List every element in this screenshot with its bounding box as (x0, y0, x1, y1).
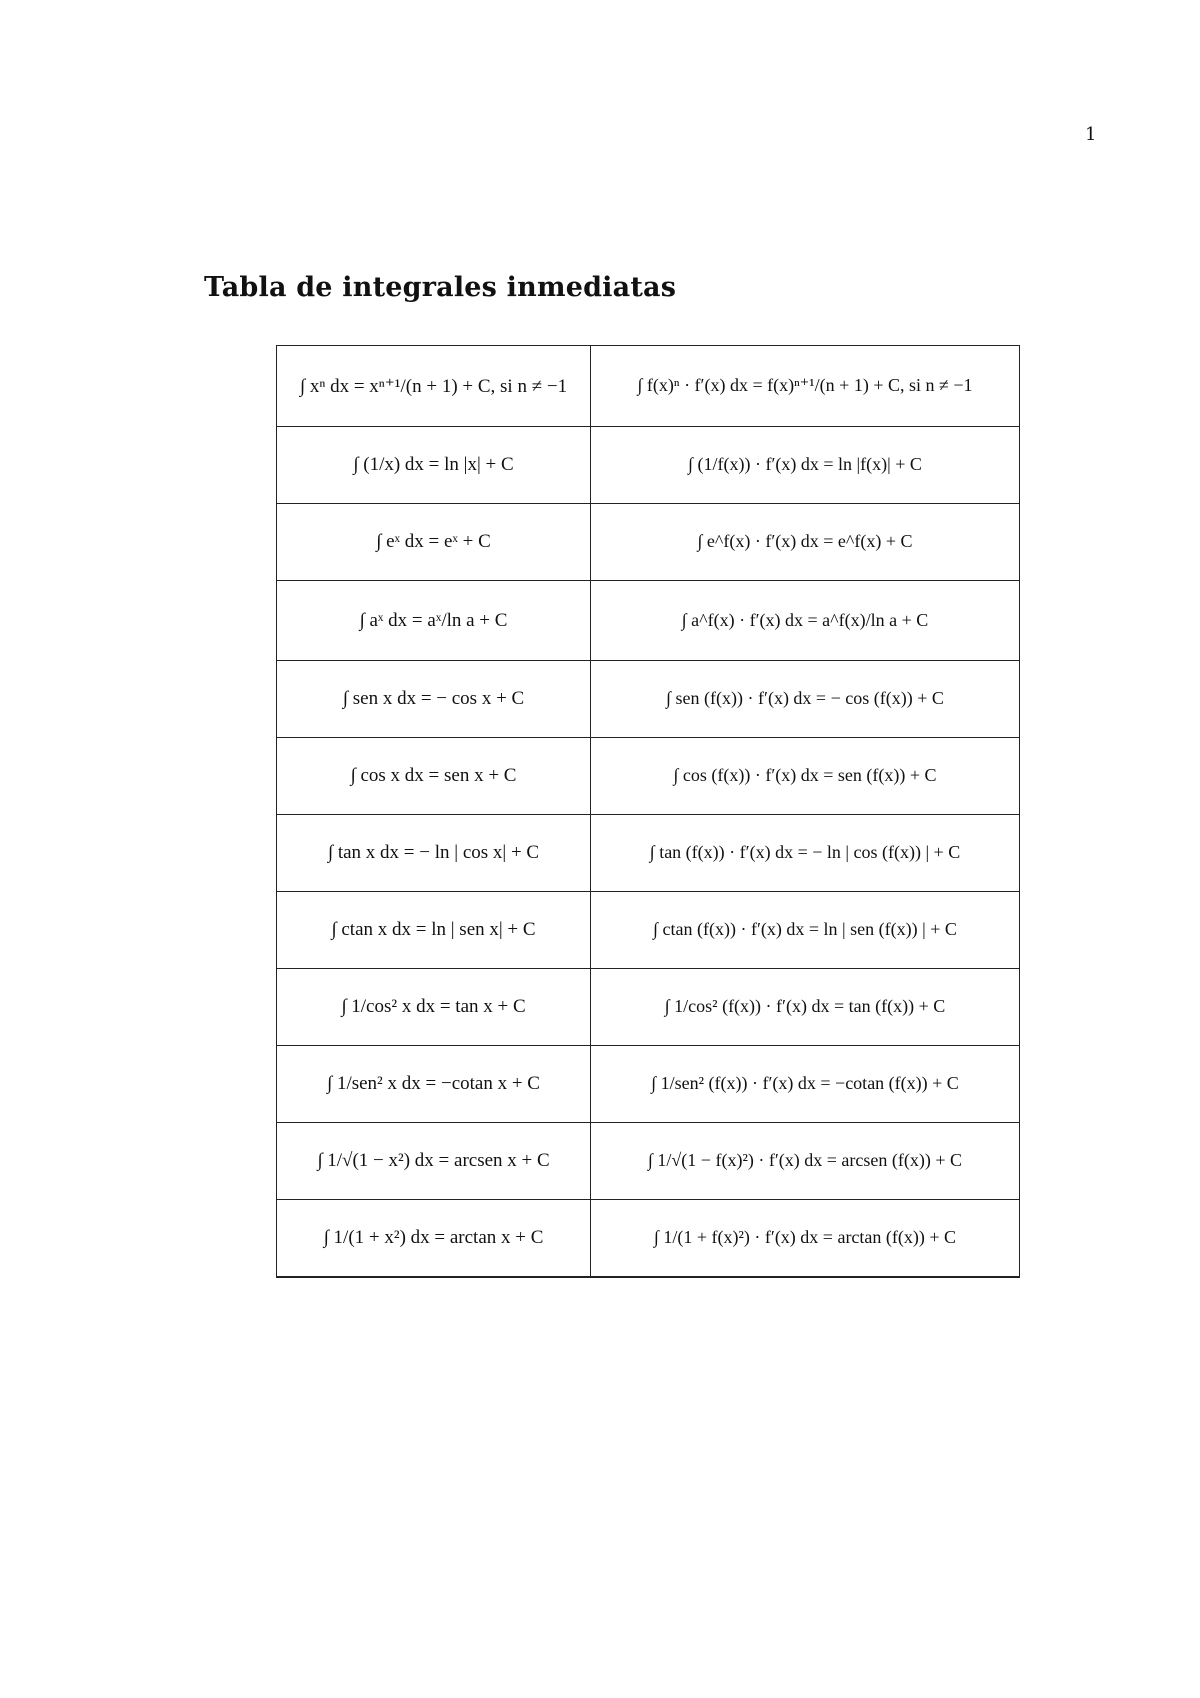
formula-cell (277, 504, 591, 581)
formula-basic: ∫ 1/cos² x dx = tan x + C (341, 996, 526, 1017)
formula-basic: ∫ aˣ dx = aˣ/ln a + C (359, 609, 508, 631)
formula-basic: ∫ 1/(1 + x²) dx = arctan x + C (323, 1227, 544, 1248)
formula-cell (591, 1123, 1020, 1200)
formula-cell (277, 969, 591, 1046)
formula-composite: ∫ 1/sen² (f(x)) · f′(x) dx = −cotan (f(x)) + C (651, 1073, 959, 1093)
formula-composite: ∫ 1/√(1 − f(x)²) · f′(x) dx = arcsen (f(x)) + C (648, 1150, 962, 1170)
table-row (277, 969, 1020, 1046)
table-row (277, 346, 1020, 427)
table-row (277, 581, 1020, 661)
formula-composite: ∫ 1/(1 + f(x)²) · f′(x) dx = arctan (f(x)) + C (653, 1227, 957, 1247)
formula-basic: ∫ (1/x) dx = ln |x| + C (353, 454, 514, 475)
integrals-table (276, 345, 1020, 1278)
formula-cell (591, 346, 1020, 427)
page-number: 1 (1085, 124, 1097, 145)
formula-composite: ∫ a^f(x) · f′(x) dx = a^f(x)/ln a + C (681, 609, 929, 630)
formula-cell (591, 1046, 1020, 1123)
formula-composite: ∫ e^f(x) · f′(x) dx = e^f(x) + C (697, 531, 913, 551)
formula-cell (591, 581, 1020, 661)
table-row (277, 1200, 1020, 1278)
formula-cell (277, 346, 591, 427)
formula-cell (277, 738, 591, 815)
formula-cell (591, 661, 1020, 738)
formula-cell (277, 892, 591, 969)
table-row (277, 1046, 1020, 1123)
formula-basic: ∫ 1/sen² x dx = −cotan x + C (327, 1073, 540, 1094)
formula-composite: ∫ cos (f(x)) · f′(x) dx = sen (f(x)) + C (673, 765, 937, 785)
formula-cell (591, 504, 1020, 581)
formula-cell (277, 1123, 591, 1200)
formula-cell (591, 892, 1020, 969)
formula-composite: ∫ sen (f(x)) · f′(x) dx = − cos (f(x)) + C (666, 688, 944, 708)
formula-composite: ∫ 1/cos² (f(x)) · f′(x) dx = tan (f(x)) + C (664, 996, 946, 1016)
formula-composite: ∫ (1/f(x)) · f′(x) dx = ln |f(x)| + C (688, 454, 922, 474)
formula-composite: ∫ tan (f(x)) · f′(x) dx = − ln | cos (f(x)) | + C (649, 842, 961, 862)
formula-basic: ∫ ctan x dx = ln | sen x| + C (331, 919, 536, 940)
formula-cell (591, 969, 1020, 1046)
formula-basic: ∫ eˣ dx = eˣ + C (376, 531, 491, 552)
formula-cell (277, 1046, 591, 1123)
table-row (277, 504, 1020, 581)
formula-composite: ∫ ctan (f(x)) · f′(x) dx = ln | sen (f(x)) | + C (653, 919, 957, 939)
formula-basic: ∫ tan x dx = − ln | cos x| + C (327, 842, 540, 863)
formula-basic: ∫ cos x dx = sen x + C (350, 765, 517, 786)
document-title: Tabla de integrales inmediatas (204, 272, 677, 303)
table-row (277, 427, 1020, 504)
formula-cell (277, 427, 591, 504)
formula-cell (591, 1200, 1020, 1278)
formula-cell (591, 738, 1020, 815)
formula-cell (591, 815, 1020, 892)
table-row (277, 661, 1020, 738)
table-row (277, 892, 1020, 969)
formula-cell (277, 581, 591, 661)
formula-cell (277, 1200, 591, 1278)
table-row (277, 1123, 1020, 1200)
formula-basic: ∫ 1/√(1 − x²) dx = arcsen x + C (317, 1150, 550, 1171)
formula-composite: ∫ f(x)ⁿ · f′(x) dx = f(x)ⁿ⁺¹/(n + 1) + C, si n ≠ −1 (637, 375, 973, 395)
table-row (277, 815, 1020, 892)
formula-cell (277, 815, 591, 892)
formula-basic: ∫ xⁿ dx = xⁿ⁺¹/(n + 1) + C, si n ≠ −1 (299, 375, 568, 397)
formula-cell (591, 427, 1020, 504)
formula-cell (277, 661, 591, 738)
table-row (277, 738, 1020, 815)
formula-basic: ∫ sen x dx = − cos x + C (342, 688, 525, 709)
